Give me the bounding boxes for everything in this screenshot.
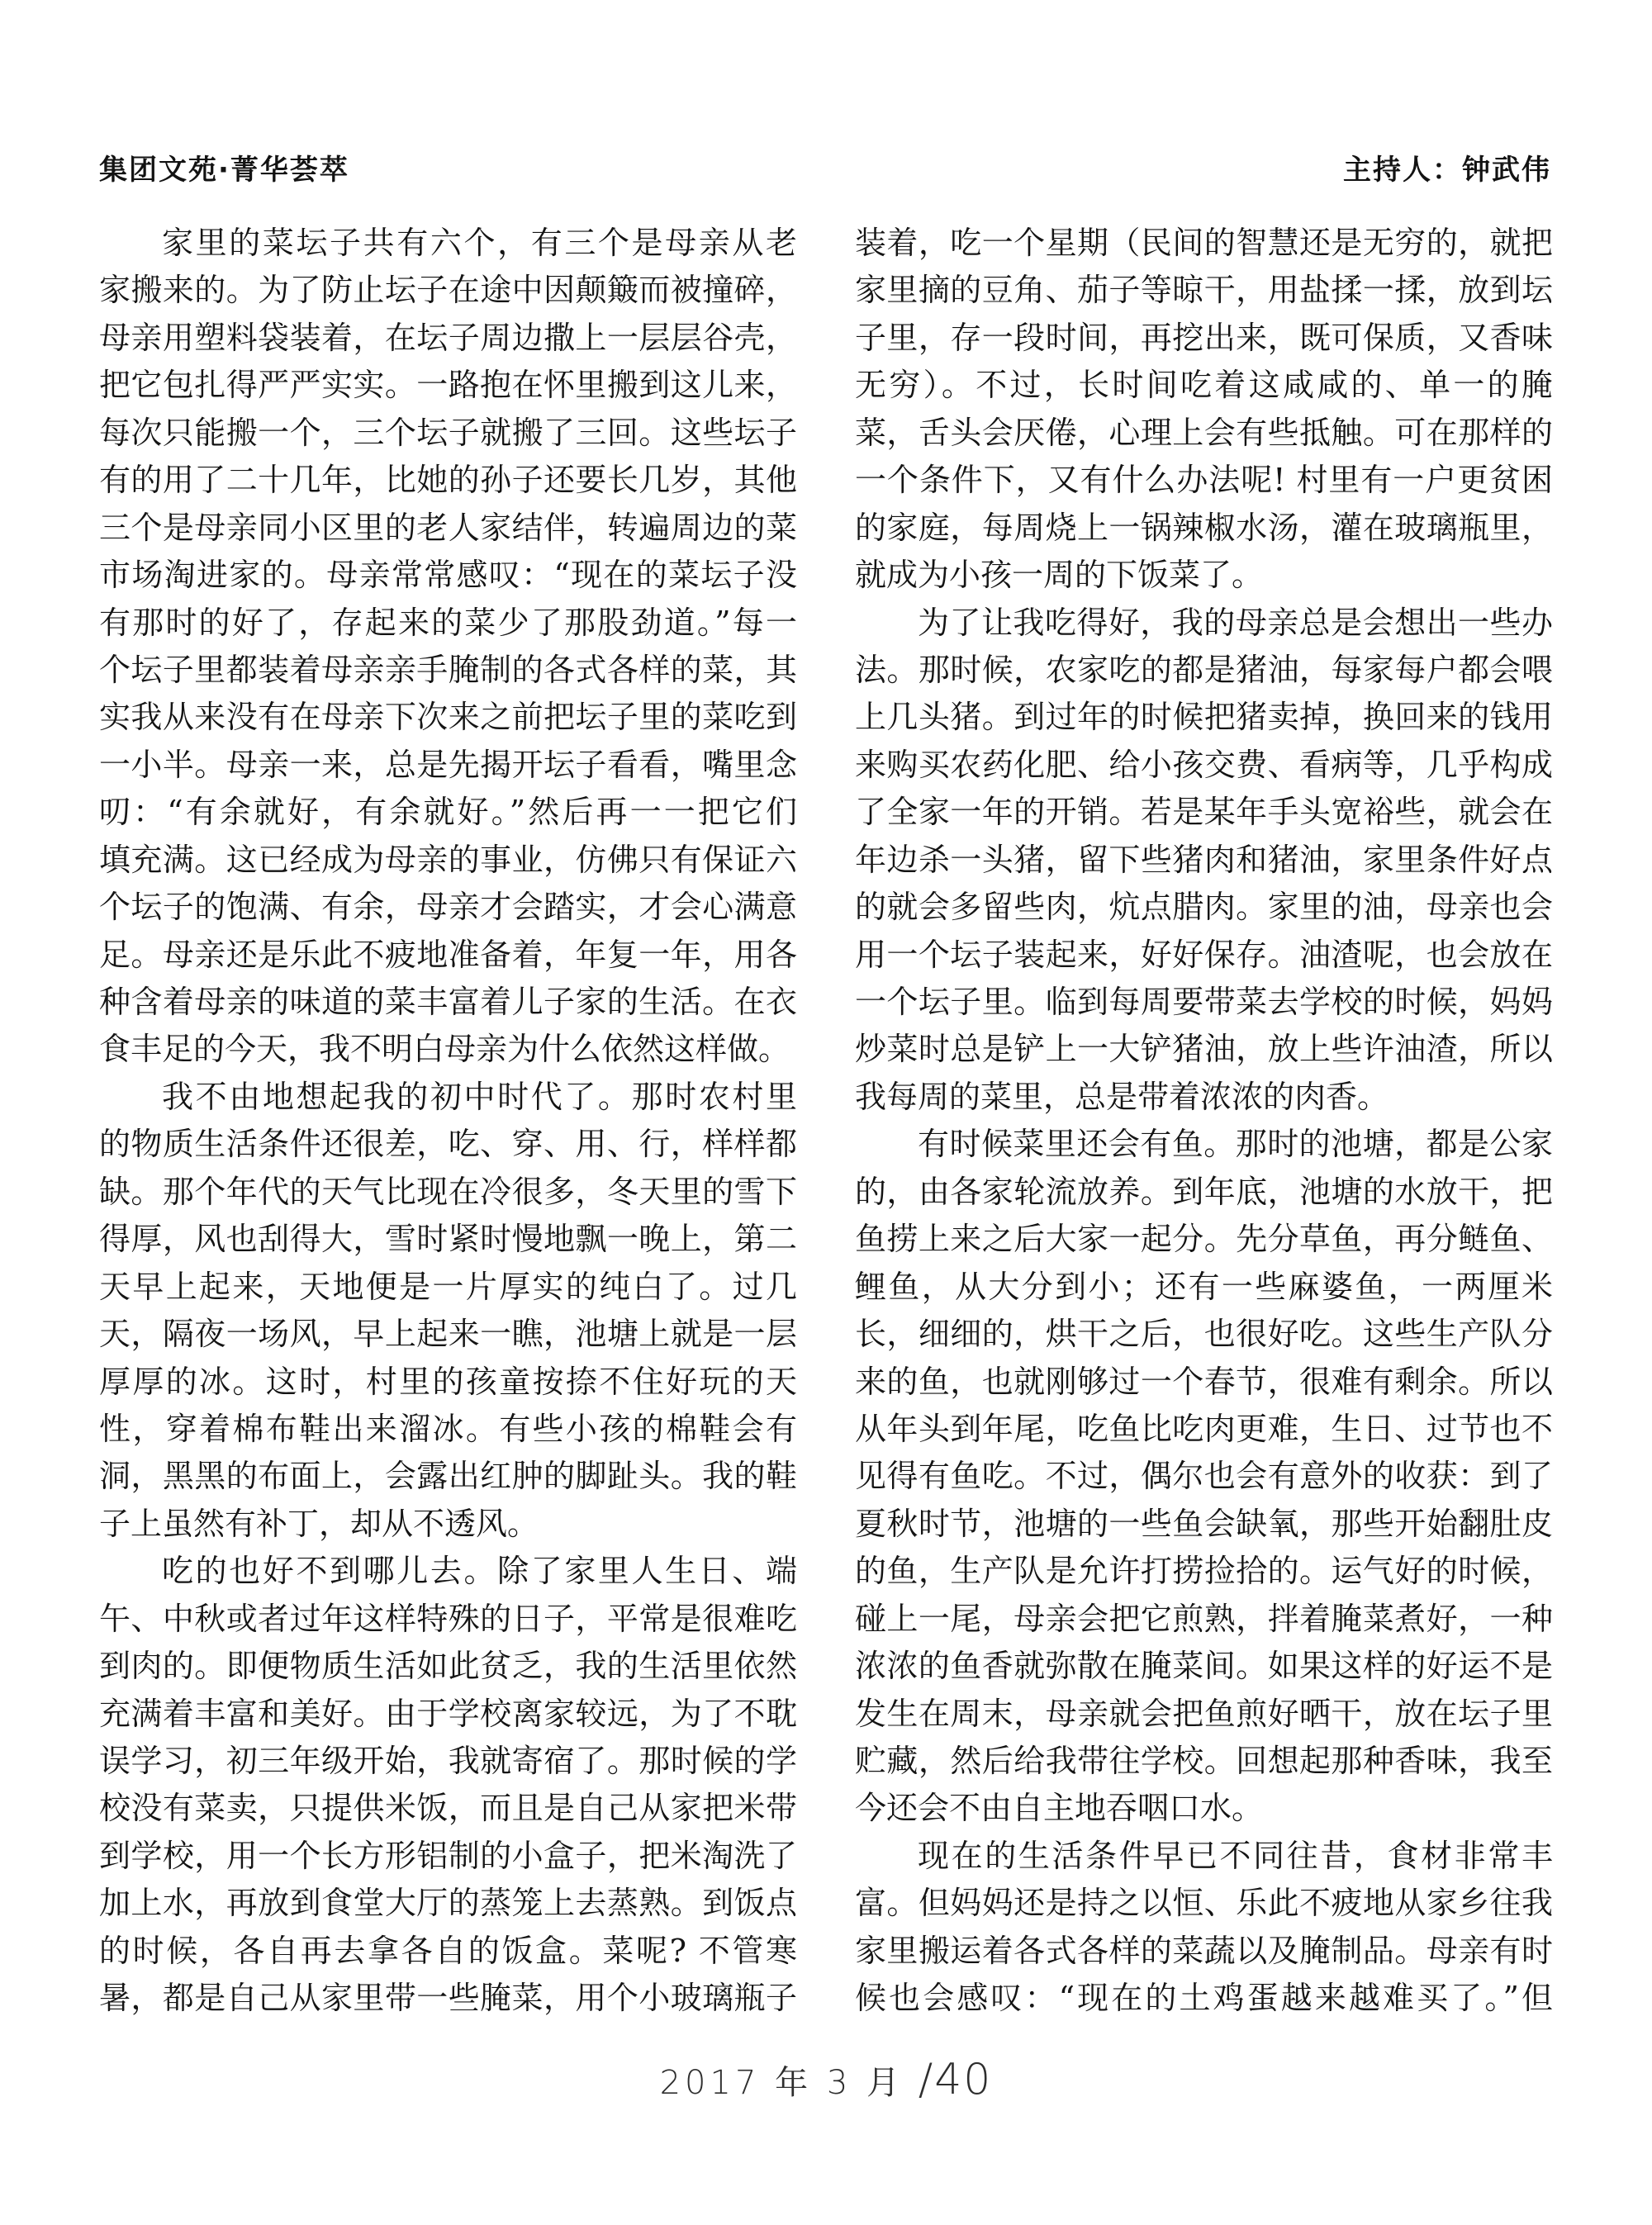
text-line: 候也会感叹：“现在的土鸡蛋越来越难买了。”但: [855, 1980, 1553, 2017]
text-line: 食丰足的今天，我不明白母亲为什么依然这样做。: [99, 1031, 790, 1068]
text-line: 了全家一年的开销。若是某年手头宽裕些，就会在: [855, 794, 1553, 831]
text-column-left: [99, 220, 797, 2023]
text-line: 发生在周末，母亲就会把鱼煎好晒干，放在坛子里: [855, 1695, 1553, 1732]
text-line: 午、中秋或者过年这样特殊的日子，平常是很难吃: [99, 1600, 797, 1637]
text-line: 暑，都是自己从家里带一些腌菜，用个小玻璃瓶子: [99, 1980, 797, 2017]
footer-page-number: /40: [918, 2055, 993, 2104]
text-line: 今还会不由自主地吞咽口水。: [855, 1790, 1264, 1827]
text-line: 长，细细的，烘干之后，也很好吃。这些生产队分: [855, 1316, 1553, 1353]
text-line: 法。那时候，农家吃的都是猪油，每家每户都会喂: [855, 651, 1553, 688]
text-line: 到学校，用一个长方形铝制的小盒子，把米淘洗了: [99, 1837, 797, 1874]
text-column-right: [855, 220, 1553, 2023]
page-header: [99, 147, 1551, 187]
text-line: 家里的菜坛子共有六个，有三个是母亲从老: [162, 225, 797, 261]
text-line: 的物质生活条件还很差，吃、穿、用、行，样样都: [99, 1126, 797, 1163]
text-line: 厚厚的冰。这时，村里的孩童按捺不住好玩的天: [99, 1363, 797, 1400]
text-line: 每次只能搬一个，三个坛子就搬了三回。这些坛子: [99, 414, 797, 451]
text-line: 母亲用塑料袋装着，在坛子周边撒上一层层谷壳，: [99, 319, 797, 356]
text-line: 种含着母亲的味道的菜丰富着儿子家的生活。在衣: [99, 984, 797, 1020]
text-line: 菜，舌头会厌倦，心理上会有些抵触。可在那样的: [855, 414, 1553, 451]
text-line: 实我从来没有在母亲下次来之前把坛子里的菜吃到: [99, 699, 797, 736]
header-host-credit: 主持人：钟武伟: [1343, 154, 1551, 187]
footer-issue-date: 2017 年 3 月: [659, 2064, 919, 2102]
text-line: 缺。那个年代的天气比现在冷很多，冬天里的雪下: [99, 1173, 797, 1210]
text-line: 无穷）。不过，长时间吃着这咸咸的、单一的腌: [855, 367, 1553, 404]
text-line: 得厚，风也刮得大，雪时紧时慢地飘一晚上，第二: [99, 1221, 797, 1258]
text-line: 洞，黑黑的布面上，会露出红肿的脚趾头。我的鞋: [99, 1458, 797, 1495]
text-line: 见得有鱼吃。不过，偶尔也会有意外的收获：到了: [855, 1458, 1553, 1495]
text-line: 家搬来的。为了防止坛子在途中因颠簸而被撞碎，: [99, 272, 797, 309]
text-line: 填充满。这已经成为母亲的事业，仿佛只有保证六: [99, 841, 797, 878]
text-line: 炒菜时总是铲上一大铲猪油，放上些许油渣，所以: [855, 1031, 1553, 1068]
text-line: 现在的生活条件早已不同往昔，食材非常丰: [918, 1837, 1553, 1874]
page-footer: [0, 2055, 1652, 2104]
text-line: 我不由地想起我的初中时代了。那时农村里: [162, 1078, 797, 1115]
text-line: 把它包扎得严严实实。一路抱在怀里搬到这儿来，: [99, 367, 797, 404]
text-line: 吃的也好不到哪儿去。除了家里人生日、端: [162, 1553, 797, 1590]
text-line: 来购买农药化肥、给小孩交费、看病等，几乎构成: [855, 746, 1553, 783]
text-line: 个坛子的饱满、有余，母亲才会踏实，才会心满意: [99, 889, 797, 926]
text-line: 的，由各家轮流放养。到年底，池塘的水放干，把: [855, 1173, 1553, 1210]
article-body: [99, 220, 1553, 2023]
text-line: 个坛子里都装着母亲亲手腌制的各式各样的菜，其: [99, 651, 797, 688]
text-line: 有的用了二十几年，比她的孙子还要长几岁，其他: [99, 462, 797, 499]
text-line: 有时候菜里还会有鱼。那时的池塘，都是公家: [918, 1126, 1553, 1163]
text-line: 一个条件下，又有什么办法呢! 村里有一户更贫困: [855, 462, 1553, 499]
text-line: 充满着丰富和美好。由于学校离家较远，为了不耽: [99, 1695, 797, 1732]
text-line: 天早上起来，天地便是一片厚实的纯白了。过几: [99, 1268, 797, 1305]
text-line: 年边杀一头猪，留下些猪肉和猪油，家里条件好点: [855, 841, 1553, 878]
text-line: 到肉的。即便物质生活如此贫乏，我的生活里依然: [99, 1648, 797, 1685]
text-line: 加上水，再放到食堂大厅的蒸笼上去蒸熟。到饭点: [99, 1885, 797, 1922]
text-line: 足。母亲还是乐此不疲地准备着，年复一年，用各: [99, 936, 797, 973]
text-line: 从年头到年尾，吃鱼比吃肉更难，生日、过节也不: [855, 1410, 1553, 1447]
text-line: 家里摘的豆角、茄子等晾干，用盐揉一揉，放到坛: [855, 272, 1553, 309]
text-line: 性，穿着棉布鞋出来溜冰。有些小孩的棉鞋会有: [99, 1410, 797, 1447]
text-line: 装着，吃一个星期（民间的智慧还是无穷的，就把: [855, 225, 1553, 261]
text-line: 的家庭，每周烧上一锅辣椒水汤，灌在玻璃瓶里，: [855, 509, 1553, 546]
text-line: 浓浓的鱼香就弥散在腌菜间。如果这样的好运不是: [855, 1648, 1553, 1685]
text-line: 富。但妈妈还是持之以恒、乐此不疲地从家乡往我: [855, 1885, 1553, 1922]
text-line: 天，隔夜一场风，早上起来一瞧，池塘上就是一层: [99, 1316, 797, 1353]
text-line: 家里搬运着各式各样的菜蔬以及腌制品。母亲有时: [855, 1932, 1553, 1969]
text-line: 误学习，初三年级开始，我就寄宿了。那时候的学: [99, 1743, 797, 1779]
text-line: 市场淘进家的。母亲常常感叹：“现在的菜坛子没: [99, 557, 797, 594]
text-line: 叨：“有余就好，有余就好。”然后再一一把它们: [99, 794, 797, 831]
text-line: 校没有菜卖，只提供米饭，而且是自己从家把米带: [99, 1790, 797, 1827]
text-line: 的时候，各自再去拿各自的饭盒。菜呢? 不管寒: [99, 1932, 797, 1969]
text-line: 一小半。母亲一来，总是先揭开坛子看看，嘴里念: [99, 746, 797, 783]
text-line: 的鱼，生产队是允许打捞捡拾的。运气好的时候，: [855, 1553, 1553, 1590]
text-line: 有那时的好了，存起来的菜少了那股劲道。”每一: [99, 604, 797, 641]
text-line: 碰上一尾，母亲会把它煎熟，拌着腌菜煮好，一种: [855, 1600, 1553, 1637]
text-line: 夏秋时节，池塘的一些鱼会缺氧，那些开始翻肚皮: [855, 1505, 1553, 1542]
text-line: 贮藏，然后给我带往学校。回想起那种香味，我至: [855, 1743, 1553, 1779]
text-line: 上几头猪。到过年的时候把猪卖掉，换回来的钱用: [855, 699, 1553, 736]
section-title: 集团文苑·菁华荟萃: [99, 154, 349, 187]
text-line: 鱼捞上来之后大家一起分。先分草鱼，再分鲢鱼、: [855, 1221, 1553, 1258]
text-line: 我每周的菜里，总是带着浓浓的肉香。: [855, 1078, 1389, 1115]
text-line: 为了让我吃得好，我的母亲总是会想出一些办: [918, 604, 1553, 641]
text-line: 三个是母亲同小区里的老人家结伴，转遍周边的菜: [99, 509, 797, 546]
text-line: 一个坛子里。临到每周要带菜去学校的时候，妈妈: [855, 984, 1553, 1020]
text-line: 子里，存一段时间，再挖出来，既可保质，又香味: [855, 319, 1553, 356]
text-line: 子上虽然有补丁，却从不透风。: [99, 1505, 539, 1542]
text-line: 用一个坛子装起来，好好保存。油渣呢，也会放在: [855, 936, 1553, 973]
text-line: 就成为小孩一周的下饭菜了。: [855, 557, 1264, 594]
text-line: 鲤鱼，从大分到小；还有一些麻婆鱼，一两厘米: [855, 1268, 1553, 1305]
text-line: 的就会多留些肉，炕点腊肉。家里的油，母亲也会: [855, 889, 1553, 926]
text-line: 来的鱼，也就刚够过一个春节，很难有剩余。所以: [855, 1363, 1553, 1400]
